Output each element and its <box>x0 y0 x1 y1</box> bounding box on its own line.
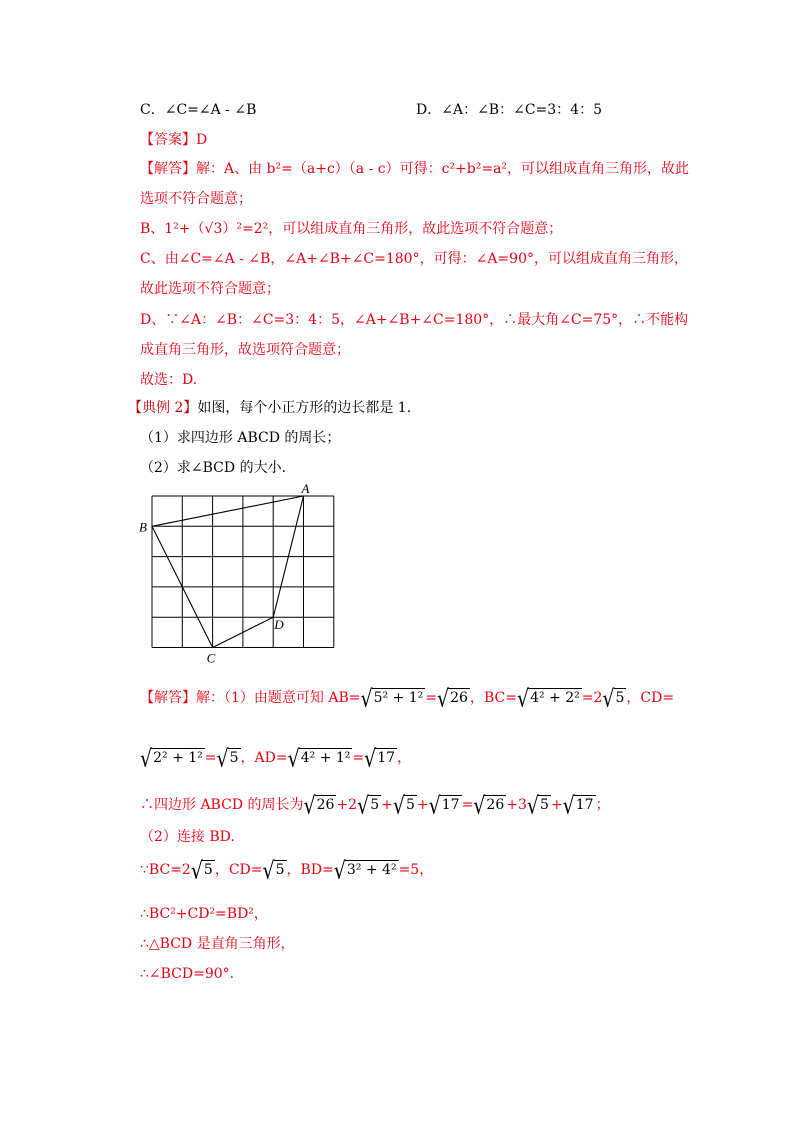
radical-sign-icon: √ <box>364 745 377 773</box>
solution2-line8: ∴△BCD 是直角三角形， <box>140 936 295 952</box>
per-res3-radicand: 17 <box>575 797 594 813</box>
solution1-line4: C、由∠C=∠A - ∠B，∠A+∠B+∠C=180°，可得：∠A=90°，可以组成直角三角形， <box>140 251 688 267</box>
per-res1-radicand: 26 <box>486 797 505 813</box>
solution1-text1: 解：A、由 b²=（a+c）（a - c）可得：c²+b²=a²，可以组成直角三角形，故此 <box>196 161 690 177</box>
bc-coef: 2 <box>593 690 603 706</box>
radical-sign-icon: √ <box>602 685 615 713</box>
ad-label: ，AD= <box>240 750 288 766</box>
answer-value: D <box>196 132 208 148</box>
solution2-q2: （2）连接 BD. <box>140 829 235 845</box>
ab-radicand: 5² + 1² <box>373 690 424 706</box>
example2-q2: （2）求∠BCD 的大小. <box>140 460 287 476</box>
label-a: A <box>301 481 310 496</box>
ab-value-radicand: 26 <box>450 690 468 706</box>
example2-tag: 【典例 2】 <box>128 400 198 416</box>
bc-value2-radicand: 5 <box>203 862 213 878</box>
option-c: C．∠C=∠A - ∠B <box>140 102 257 118</box>
answer-tag: 【答案】 <box>140 132 196 148</box>
bc-radical <box>516 685 582 713</box>
because-bc: ∵BC=2 <box>140 862 191 878</box>
radical-sign-icon: √ <box>303 792 316 820</box>
radical-sign-icon: √ <box>216 745 229 773</box>
eq-sign: = <box>352 750 365 766</box>
cd-value2 <box>262 857 287 885</box>
plus-sign: + <box>550 797 563 813</box>
radical-sign-icon: √ <box>392 792 405 820</box>
perimeter-prefix: ∴四边形 ABCD 的周长为 <box>140 797 304 813</box>
radical-sign-icon: √ <box>360 685 373 713</box>
solution1-line1 <box>140 159 689 179</box>
radical-sign-icon: √ <box>262 857 275 885</box>
per-term2-radicand: 5 <box>370 797 380 813</box>
radical-sign-icon: √ <box>140 745 153 773</box>
solution2-line9: ∴∠BCD=90°. <box>140 966 235 982</box>
cd-value2-radicand: 5 <box>275 862 285 878</box>
ab-radical <box>360 685 426 713</box>
label-b: B <box>139 519 147 535</box>
solution2-tag: 【解答】 <box>140 690 196 706</box>
radical-sign-icon: √ <box>287 745 300 773</box>
comma: ， <box>397 750 412 766</box>
bc-value <box>602 685 626 713</box>
radical-sign-icon: √ <box>333 857 346 885</box>
radical-sign-icon: √ <box>526 792 539 820</box>
radical-sign-icon: √ <box>516 685 530 713</box>
solution1-line2: 选项不符合题意； <box>140 191 252 207</box>
label-d: D <box>274 617 284 633</box>
cd-radicand: 2² + 1² <box>153 750 203 766</box>
per-res3 <box>562 792 596 820</box>
bd-radicand: 3² + 4² <box>346 862 397 878</box>
cd2-label: ，CD= <box>214 862 263 878</box>
bc-label: ，BC= <box>469 690 517 706</box>
bc-value2 <box>190 857 215 885</box>
cd-label: ，CD= <box>626 690 675 706</box>
per-term4 <box>428 792 462 820</box>
radical-sign-icon: √ <box>437 685 450 713</box>
per-res2 <box>526 792 551 820</box>
example2-q1: （1）求四边形 ABCD 的周长； <box>140 430 341 446</box>
solution2-line1 <box>140 685 675 713</box>
ad-value-radicand: 17 <box>377 750 396 766</box>
radical-sign-icon: √ <box>190 857 203 885</box>
ab-value <box>437 685 470 713</box>
per-term2 <box>357 792 381 820</box>
bd-result: =5， <box>398 862 434 878</box>
solution1-line5: 故此选项不符合题意； <box>140 281 280 297</box>
per-term1-radicand: 26 <box>316 797 335 813</box>
bd2-label: ，BD= <box>286 862 334 878</box>
solution2-perimeter <box>140 792 610 820</box>
eq-sign: = <box>581 690 594 706</box>
per-coef3: 3 <box>517 797 527 813</box>
radical-sign-icon: √ <box>562 792 575 820</box>
geometry-figure <box>135 478 345 668</box>
plus-sign: + <box>336 797 349 813</box>
bd-radical <box>333 857 399 885</box>
ad-radicand: 4² + 1² <box>300 750 351 766</box>
solution2-line2 <box>140 745 412 773</box>
solution2-line7: ∴BC²+CD²=BD²， <box>140 906 268 922</box>
solution2-l1-prefix: 解：（1）由题意可知 AB= <box>196 690 361 706</box>
plus-sign: + <box>506 797 518 813</box>
example2-text: 如图，每个小正方形的边长都是 1. <box>197 400 412 416</box>
per-end: ； <box>595 797 610 813</box>
grid <box>152 496 334 648</box>
plus-sign: + <box>416 797 429 813</box>
radical-sign-icon: √ <box>428 792 441 820</box>
solution1-tag: 【解答】 <box>140 161 196 177</box>
per-res1 <box>473 792 506 820</box>
solution1-line3: B、1²+（√3）²=2²，可以组成直角三角形，故此选项不符合题意； <box>140 221 563 237</box>
solution2-because <box>140 857 434 885</box>
radical-sign-icon: √ <box>357 792 370 820</box>
per-term1 <box>303 792 337 820</box>
label-c: C <box>206 650 216 666</box>
per-term3 <box>392 792 417 820</box>
bc-radicand: 4² + 2² <box>530 690 580 706</box>
per-res2-radicand: 5 <box>540 797 549 813</box>
ad-radical <box>287 745 353 773</box>
per-coef2: 2 <box>348 797 358 813</box>
ad-value <box>364 745 397 773</box>
plus-sign: + <box>381 797 393 813</box>
bc-value-radicand: 5 <box>615 690 625 706</box>
solution1-line6: D、∵∠A：∠B：∠C=3：4：5，∠A+∠B+∠C=180°，∴最大角∠C=75°，∴不能构 <box>140 312 689 328</box>
eq-sign: = <box>425 690 438 706</box>
solution1-line8: 故选：D. <box>140 372 198 388</box>
cd-value-radicand: 5 <box>229 750 239 766</box>
example2-title <box>128 398 411 418</box>
per-term3-radicand: 5 <box>405 797 415 813</box>
eq-sign: = <box>204 750 217 766</box>
cd-value <box>216 745 241 773</box>
per-term4-radicand: 17 <box>441 797 460 813</box>
answer-line <box>140 130 207 150</box>
radical-sign-icon: √ <box>473 792 486 820</box>
option-d: D．∠A：∠B：∠C=3：4：5 <box>416 102 602 118</box>
cd-radical <box>140 745 205 773</box>
solution1-line7: 成直角三角形，故选项符合题意； <box>140 342 350 358</box>
eq-sign: = <box>461 797 474 813</box>
